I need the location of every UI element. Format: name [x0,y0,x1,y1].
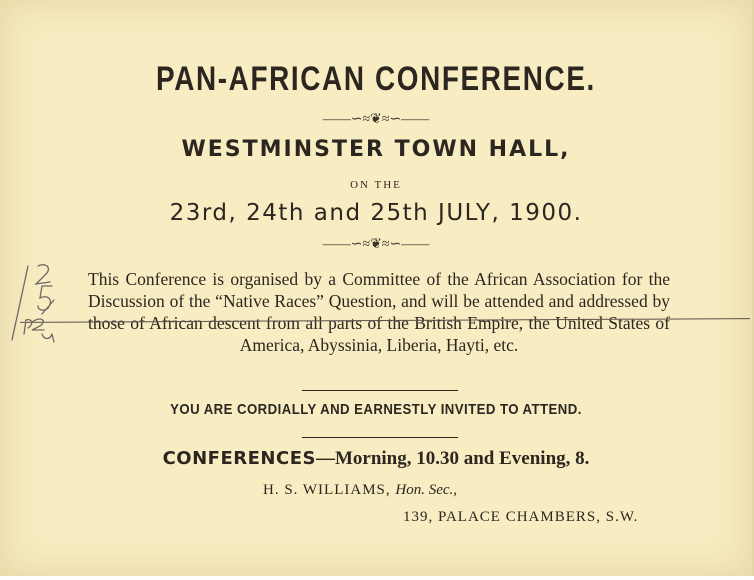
description-paragraph: This Conference is organised by a Committee of the African Association for the Discussion of the “Native Races” Question, and will be attended and addressed by those of African descent from all parts of the British Empire, the United States of America, Abyssinia, Liberia, Hayti, etc. [88,269,670,355]
divider-rule [302,437,458,438]
ornament-divider: ——∽≈❦≈∽—— [322,112,430,127]
schedule-label: CONFERENCES [162,448,316,469]
venue-name: WESTMINSTER TOWN HALL, [181,137,571,162]
conference-title: PAN-AFRICAN CONFERENCE. [156,60,596,98]
secretary-title: Hon. Sec., [395,482,458,498]
secretary-name: H. S. WILLIAMS, [263,482,391,498]
ornament-divider: ——∽≈❦≈∽—— [322,237,430,252]
secretary-line [263,482,457,499]
secretary-address: 139, PALACE CHAMBERS, S.W. [403,509,639,525]
on-the-label: ON THE [350,179,402,191]
conference-schedule [0,448,752,470]
schedule-times: —Morning, 10.30 and Evening, 8. [315,448,590,469]
conference-dates: 23rd, 24th and 25th JULY, 1900. [169,200,583,226]
pencil-annotation [2,260,64,344]
invitation-line: YOU ARE CORDIALLY AND EARNESTLY INVITED TO ATTEND. [170,401,582,418]
divider-rule [302,390,458,391]
